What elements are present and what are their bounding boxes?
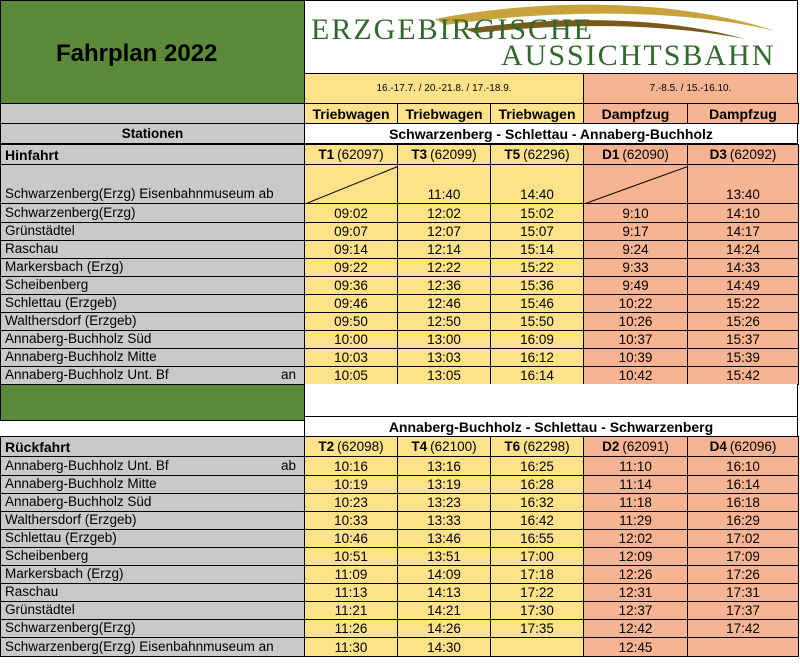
time-cell: 17:02 [687,529,799,548]
train-type-1: Triebwagen [397,103,491,124]
train-number: (62097) [337,146,384,162]
station-row-outbound-7 [0,312,305,331]
time-cell: 11:10 [583,456,688,476]
time-cell: 13:40 [687,164,799,204]
train-header-inbound-2 [490,436,584,457]
time-cell: 15:07 [490,222,584,241]
train-code: T3 [411,146,428,162]
train-code: D1 [602,146,620,162]
train-code: D2 [602,438,620,454]
station-name: Grünstädtel [5,602,75,617]
train-header-inbound-0 [304,436,398,457]
time-cell: 09:22 [304,258,398,277]
time-cell: 12:26 [583,565,688,584]
time-cell: 10:19 [304,475,398,494]
station-name: Annaberg-Buchholz Unt. Bf [5,458,169,473]
time-cell: 10:37 [583,330,688,349]
time-cell: 13:19 [397,475,491,494]
diagonal-line-icon [584,165,688,204]
time-cell: 13:00 [397,330,491,349]
train-code: T2 [318,438,335,454]
logo [304,0,798,74]
train-number: (62100) [430,438,477,454]
station-name: Annaberg-Buchholz Süd [5,494,152,509]
station-name: Walthersdorf (Erzgeb) [5,512,137,527]
time-cell [687,637,799,657]
time-cell: 15:22 [687,294,799,313]
time-cell: 09:46 [304,294,398,313]
time-cell: 14:10 [687,203,799,223]
time-cell [583,164,688,204]
page-title: Fahrplan 2022 [56,40,218,67]
time-cell: 13:05 [397,366,491,385]
station-row-outbound-3 [0,240,305,259]
station-row-inbound-1 [0,475,305,494]
station-row-inbound-3 [0,511,305,530]
stationen-label: Stationen [0,123,305,144]
time-cell: 10:39 [583,348,688,367]
station-name: Annaberg-Buchholz Mitte [5,349,157,364]
route-outbound: Schwarzenberg - Schlettau - Annaberg-Buchholz [304,123,798,144]
logo-line-1: ERZGEBIRGISCHE [311,13,594,46]
station-name: Annaberg-Buchholz Unt. Bf [5,367,169,382]
time-cell: 13:33 [397,511,491,530]
time-cell: 16:25 [490,456,584,476]
time-cell: 11:13 [304,583,398,602]
station-row-inbound-2 [0,493,305,512]
time-cell: 14:09 [397,565,491,584]
time-cell: 17:30 [490,601,584,620]
time-cell: 10:23 [304,493,398,512]
station-name: Schlettau (Erzgeb) [5,530,117,545]
station-name: Annaberg-Buchholz Mitte [5,476,157,491]
train-code: T6 [504,438,521,454]
station-name: Walthersdorf (Erzgeb) [5,313,137,328]
time-cell: 9:24 [583,240,688,259]
station-row-outbound-8 [0,330,305,349]
station-name: Markersbach (Erzg) [5,259,124,274]
train-header-outbound-0 [304,144,398,165]
station-name: Schwarzenberg(Erzg) [5,205,136,220]
train-code: D3 [709,146,727,162]
time-cell: 12:02 [397,203,491,223]
train-number: (62090) [622,146,669,162]
train-header-inbound-1 [397,436,491,457]
section-label-outbound: Hinfahrt [0,144,305,165]
time-cell: 14:17 [687,222,799,241]
time-cell: 16:12 [490,348,584,367]
time-cell: 09:07 [304,222,398,241]
time-cell: 17:26 [687,565,799,584]
time-cell: 9:33 [583,258,688,277]
time-cell: 14:26 [397,619,491,638]
time-cell: 14:21 [397,601,491,620]
time-cell: 10:33 [304,511,398,530]
station-row-outbound-4 [0,258,305,277]
station-row-inbound-6 [0,565,305,584]
time-cell: 15:46 [490,294,584,313]
station-row-inbound-0 [0,456,305,476]
time-cell: 17:18 [490,565,584,584]
time-cell: 15:37 [687,330,799,349]
train-number: (62098) [337,438,384,454]
time-cell: 15:26 [687,312,799,331]
time-cell: 12:22 [397,258,491,277]
time-cell: 12:46 [397,294,491,313]
time-cell: 17:35 [490,619,584,638]
station-suffix: ab [280,458,296,473]
section-label-inbound: Rückfahrt [0,436,305,457]
station-row-outbound-1 [0,203,305,223]
time-cell: 10:42 [583,366,688,385]
time-cell: 10:51 [304,547,398,566]
time-cell: 11:30 [304,637,398,657]
train-number: (62096) [729,438,777,454]
train-header-inbound-3 [583,436,688,457]
time-cell: 16:29 [687,511,799,530]
station-name: Schwarzenberg(Erzg) [5,620,136,635]
train-number: (62091) [622,438,669,454]
time-cell: 12:50 [397,312,491,331]
time-cell: 11:40 [397,164,491,204]
time-cell: 12:07 [397,222,491,241]
time-cell: 12:02 [583,529,688,548]
time-cell: 15:36 [490,276,584,295]
train-number: (62099) [430,146,477,162]
time-cell: 12:14 [397,240,491,259]
time-cell: 16:14 [687,475,799,494]
period-triebwagen: 16.-17.7. / 20.-21.8. / 17.-18.9. [304,73,584,104]
station-row-outbound-2 [0,222,305,241]
station-suffix: an [280,367,296,382]
time-cell: 13:51 [397,547,491,566]
time-cell: 10:03 [304,348,398,367]
time-cell: 14:30 [397,637,491,657]
time-cell: 17:42 [687,619,799,638]
station-name: Raschau [5,241,59,256]
station-row-inbound-4 [0,529,305,548]
time-cell: 10:16 [304,456,398,476]
section-separator [0,384,305,421]
time-cell: 10:46 [304,529,398,548]
station-name: Schwarzenberg(Erzg) Eisenbahnmuseum an [5,639,274,654]
time-cell: 11:26 [304,619,398,638]
station-name: Scheibenberg [5,277,89,292]
station-row-outbound-5 [0,276,305,295]
time-cell: 16:14 [490,366,584,385]
time-cell: 15:14 [490,240,584,259]
train-header-outbound-4 [687,144,799,165]
train-type-0: Triebwagen [304,103,398,124]
time-cell: 11:09 [304,565,398,584]
station-row-outbound-10 [0,366,305,385]
train-type-4: Dampfzug [687,103,799,124]
time-cell: 10:00 [304,330,398,349]
time-cell: 13:03 [397,348,491,367]
time-cell: 13:46 [397,529,491,548]
time-cell: 16:32 [490,493,584,512]
time-cell: 9:17 [583,222,688,241]
train-type-3: Dampfzug [583,103,688,124]
time-cell: 11:21 [304,601,398,620]
time-cell: 10:05 [304,366,398,385]
time-cell: 12:37 [583,601,688,620]
station-row-outbound-6 [0,294,305,313]
station-row-inbound-5 [0,547,305,566]
station-row-outbound-0 [0,164,305,204]
train-number: (62296) [523,146,570,162]
station-row-outbound-9 [0,348,305,367]
time-cell: 12:42 [583,619,688,638]
train-header-outbound-3 [583,144,688,165]
time-cell: 16:09 [490,330,584,349]
train-header-outbound-2 [490,144,584,165]
time-cell: 09:02 [304,203,398,223]
time-cell: 17:09 [687,547,799,566]
time-cell: 13:23 [397,493,491,512]
time-cell: 15:02 [490,203,584,223]
time-cell: 17:37 [687,601,799,620]
period-dampfzug: 7.-8.5. / 15.-16.10. [583,73,798,104]
time-cell: 14:40 [490,164,584,204]
station-name: Schwarzenberg(Erzg) Eisenbahnmuseum ab [5,186,274,201]
time-cell: 14:33 [687,258,799,277]
time-cell: 14:24 [687,240,799,259]
train-number: (62092) [729,146,777,162]
time-cell: 16:55 [490,529,584,548]
time-cell: 15:22 [490,258,584,277]
time-cell: 12:45 [583,637,688,657]
time-cell: 09:36 [304,276,398,295]
train-code: D4 [709,438,727,454]
time-cell: 17:31 [687,583,799,602]
time-cell: 11:14 [583,475,688,494]
time-cell: 15:42 [687,366,799,385]
time-cell: 16:10 [687,456,799,476]
time-cell: 09:50 [304,312,398,331]
station-name: Raschau [5,584,59,599]
time-cell: 15:39 [687,348,799,367]
time-cell: 14:49 [687,276,799,295]
time-cell: 16:42 [490,511,584,530]
train-code: T5 [504,146,521,162]
station-row-inbound-7 [0,583,305,602]
train-type-2: Triebwagen [490,103,584,124]
time-cell: 11:29 [583,511,688,530]
diagonal-line-icon [305,165,398,204]
time-cell: 17:00 [490,547,584,566]
train-header-inbound-4 [687,436,799,457]
time-cell: 16:18 [687,493,799,512]
logo-line-2: AUSSICHTSBAHN [501,39,776,72]
station-row-inbound-10 [0,637,305,657]
time-cell: 10:22 [583,294,688,313]
time-cell: 12:36 [397,276,491,295]
time-cell: 12:09 [583,547,688,566]
station-name: Markersbach (Erzg) [5,566,124,581]
time-cell: 14:13 [397,583,491,602]
train-type-spacer [0,103,305,124]
time-cell: 9:10 [583,203,688,223]
time-cell: 16:28 [490,475,584,494]
time-cell: 9:49 [583,276,688,295]
station-name: Schlettau (Erzgeb) [5,295,117,310]
station-row-inbound-9 [0,619,305,638]
train-code: T1 [318,146,335,162]
time-cell [304,164,398,204]
train-header-outbound-1 [397,144,491,165]
station-name: Annaberg-Buchholz Süd [5,331,152,346]
time-cell: 11:18 [583,493,688,512]
time-cell: 13:16 [397,456,491,476]
time-cell: 15:50 [490,312,584,331]
train-number: (62298) [523,438,570,454]
time-cell: 09:14 [304,240,398,259]
train-code: T4 [411,438,428,454]
time-cell: 10:26 [583,312,688,331]
time-cell: 12:31 [583,583,688,602]
route-inbound: Annaberg-Buchholz - Schlettau - Schwarzenberg [304,416,798,437]
station-name: Grünstädtel [5,223,75,238]
station-name: Scheibenberg [5,548,89,563]
time-cell: 17:22 [490,583,584,602]
time-cell [490,637,584,657]
station-row-inbound-8 [0,601,305,620]
